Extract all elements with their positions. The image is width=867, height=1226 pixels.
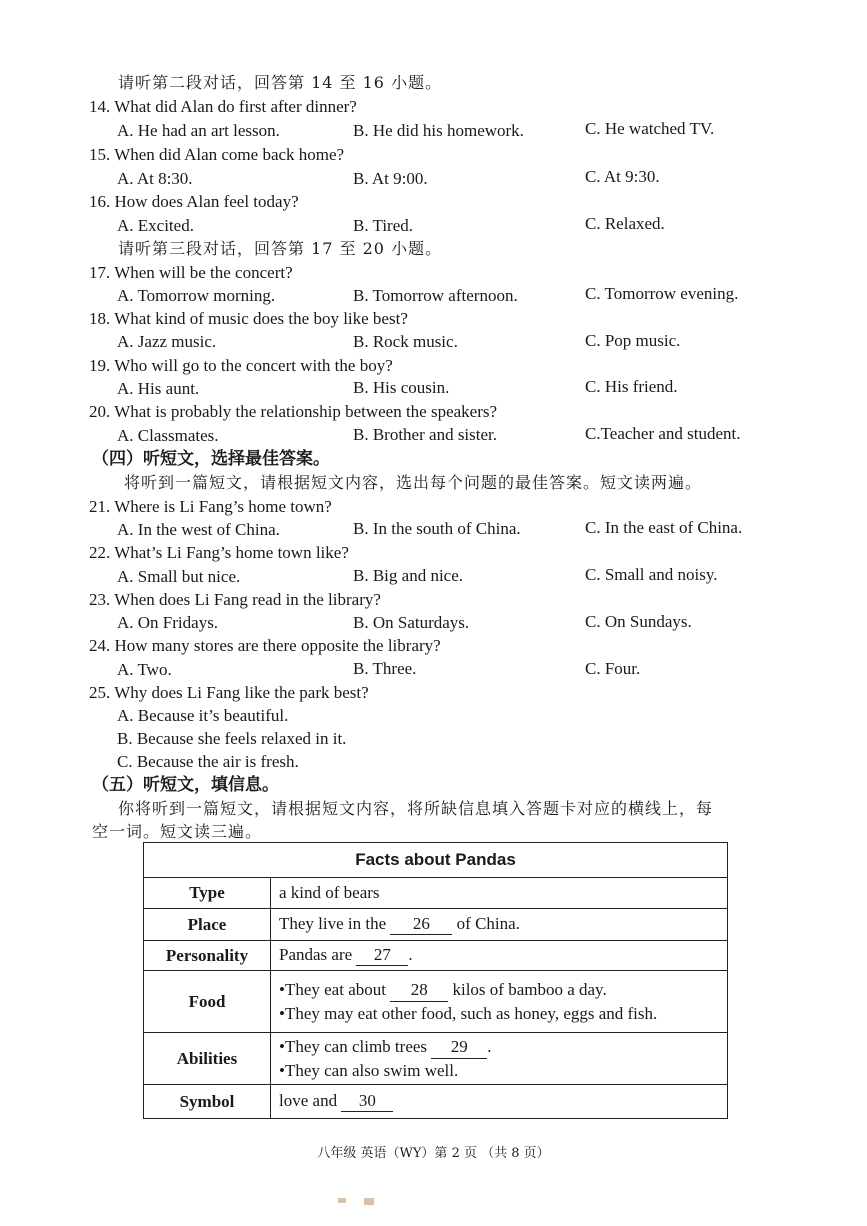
option-15c: C. At 9:30.	[585, 167, 660, 186]
option-15b: B. At 9:00.	[353, 169, 428, 188]
option-24c: C. Four.	[585, 659, 641, 678]
option-19b: B. His cousin.	[353, 378, 450, 397]
abilities-line1: •They can climb trees 29 .	[279, 1035, 719, 1059]
option-18a: A. Jazz music.	[117, 332, 217, 351]
option-17a: A. Tomorrow morning.	[117, 286, 276, 305]
option-17b: B. Tomorrow afternoon.	[353, 286, 518, 305]
table-row-symbol	[144, 1085, 728, 1119]
option-25a: A. Because it’s beautiful.	[117, 706, 289, 725]
type-label: Type	[144, 878, 271, 909]
option-24a: A. Two.	[117, 660, 172, 679]
option-19c: C. His friend.	[585, 377, 678, 396]
table-row-food	[144, 971, 728, 1033]
section2-instruction: 请听第二段对话，回答第 14 至 16 小题。	[118, 73, 443, 92]
abilities-label: Abilities	[144, 1033, 271, 1085]
option-21c: C. In the east of China.	[585, 518, 743, 537]
section3-instruction: 请听第三段对话，回答第 17 至 20 小题。	[118, 239, 443, 258]
part5-instruction-line1: 你将听到一篇短文，请根据短文内容，将所缺信息填入答题卡对应的横线上，每	[118, 799, 714, 818]
question-16: 16. How does Alan feel today?	[89, 192, 299, 211]
table-title: Facts about Pandas	[144, 843, 728, 878]
personality-label: Personality	[144, 941, 271, 971]
symbol-value: love and 30	[271, 1085, 728, 1119]
option-16c: C. Relaxed.	[585, 214, 665, 233]
question-17: 17. When will be the concert?	[89, 263, 293, 282]
food-line1: •They eat about 28 kilos of bamboo a day.	[279, 978, 719, 1002]
option-18b: B. Rock music.	[353, 332, 458, 351]
question-19: 19. Who will go to the concert with the boy?	[89, 356, 393, 375]
option-22a: A. Small but nice.	[117, 567, 241, 586]
table-row-type	[144, 878, 728, 909]
blank-26[interactable]: 26	[390, 914, 452, 935]
food-value	[271, 971, 728, 1033]
abilities-line2: •They can also swim well.	[279, 1061, 459, 1080]
option-15a: A. At 8:30.	[117, 169, 193, 188]
option-16b: B. Tired.	[353, 216, 413, 235]
scan-mark	[338, 1198, 346, 1203]
question-24: 24. How many stores are there opposite the library?	[89, 636, 441, 655]
option-25c: C. Because the air is fresh.	[117, 752, 299, 771]
place-label: Place	[144, 909, 271, 941]
type-value: a kind of bears	[271, 878, 728, 909]
table-row-personality	[144, 941, 728, 971]
option-20a: A. Classmates.	[117, 426, 219, 445]
option-22b: B. Big and nice.	[353, 566, 464, 585]
option-21a: A. In the west of China.	[117, 520, 280, 539]
option-23c: C. On Sundays.	[585, 612, 692, 631]
option-23a: A. On Fridays.	[117, 613, 219, 632]
scan-mark	[364, 1198, 374, 1205]
option-21b: B. In the south of China.	[353, 519, 521, 538]
blank-30[interactable]: 30	[341, 1091, 393, 1112]
option-25b: B. Because she feels relaxed in it.	[117, 729, 347, 748]
option-23b: B. On Saturdays.	[353, 613, 470, 632]
option-14b: B. He did his homework.	[353, 121, 524, 140]
pandas-facts-table	[143, 842, 728, 1119]
option-24b: B. Three.	[353, 659, 417, 678]
question-21: 21. Where is Li Fang’s home town?	[89, 497, 332, 516]
food-label: Food	[144, 971, 271, 1033]
option-20b: B. Brother and sister.	[353, 425, 498, 444]
question-14: 14. What did Alan do first after dinner?	[89, 97, 357, 116]
food-line2: •They may eat other food, such as honey, eggs and fish.	[279, 1004, 658, 1023]
page-footer: 八年级 英语（WY）第 2 页 （共 8 页）	[317, 1146, 550, 1161]
option-14a: A. He had an art lesson.	[117, 121, 280, 140]
question-20: 20. What is probably the relationship between the speakers?	[89, 402, 498, 421]
part4-heading: （四）听短文，选择最佳答案。	[92, 449, 330, 469]
option-19a: A. His aunt.	[117, 379, 200, 398]
symbol-label: Symbol	[144, 1085, 271, 1119]
personality-value: Pandas are 27 .	[271, 941, 728, 971]
option-16a: A. Excited.	[117, 216, 194, 235]
question-22: 22. What’s Li Fang’s home town like?	[89, 543, 349, 562]
option-22c: C. Small and noisy.	[585, 565, 718, 584]
option-20c: C.Teacher and student.	[585, 424, 741, 443]
blank-28[interactable]: 28	[390, 978, 448, 1002]
part4-instruction: 将听到一篇短文，请根据短文内容，选出每个问题的最佳答案。短文读两遍。	[124, 473, 703, 492]
question-25: 25. Why does Li Fang like the park best?	[89, 683, 369, 702]
table-title-row	[144, 843, 728, 878]
table-row-abilities	[144, 1033, 728, 1085]
question-18: 18. What kind of music does the boy like best?	[89, 309, 408, 328]
option-14c: C. He watched TV.	[585, 119, 715, 138]
part5-instruction-line2: 空一词。短文读三遍。	[92, 822, 263, 841]
option-18c: C. Pop music.	[585, 331, 681, 350]
option-17c: C. Tomorrow evening.	[585, 284, 739, 303]
blank-27[interactable]: 27	[356, 945, 408, 966]
place-value: They live in the 26 of China.	[271, 909, 728, 941]
table-row-place	[144, 909, 728, 941]
abilities-value	[271, 1033, 728, 1085]
question-15: 15. When did Alan come back home?	[89, 145, 345, 164]
question-23: 23. When does Li Fang read in the library?	[89, 590, 381, 609]
part5-heading: （五）听短文，填信息。	[92, 775, 279, 795]
blank-29[interactable]: 29	[431, 1035, 487, 1059]
